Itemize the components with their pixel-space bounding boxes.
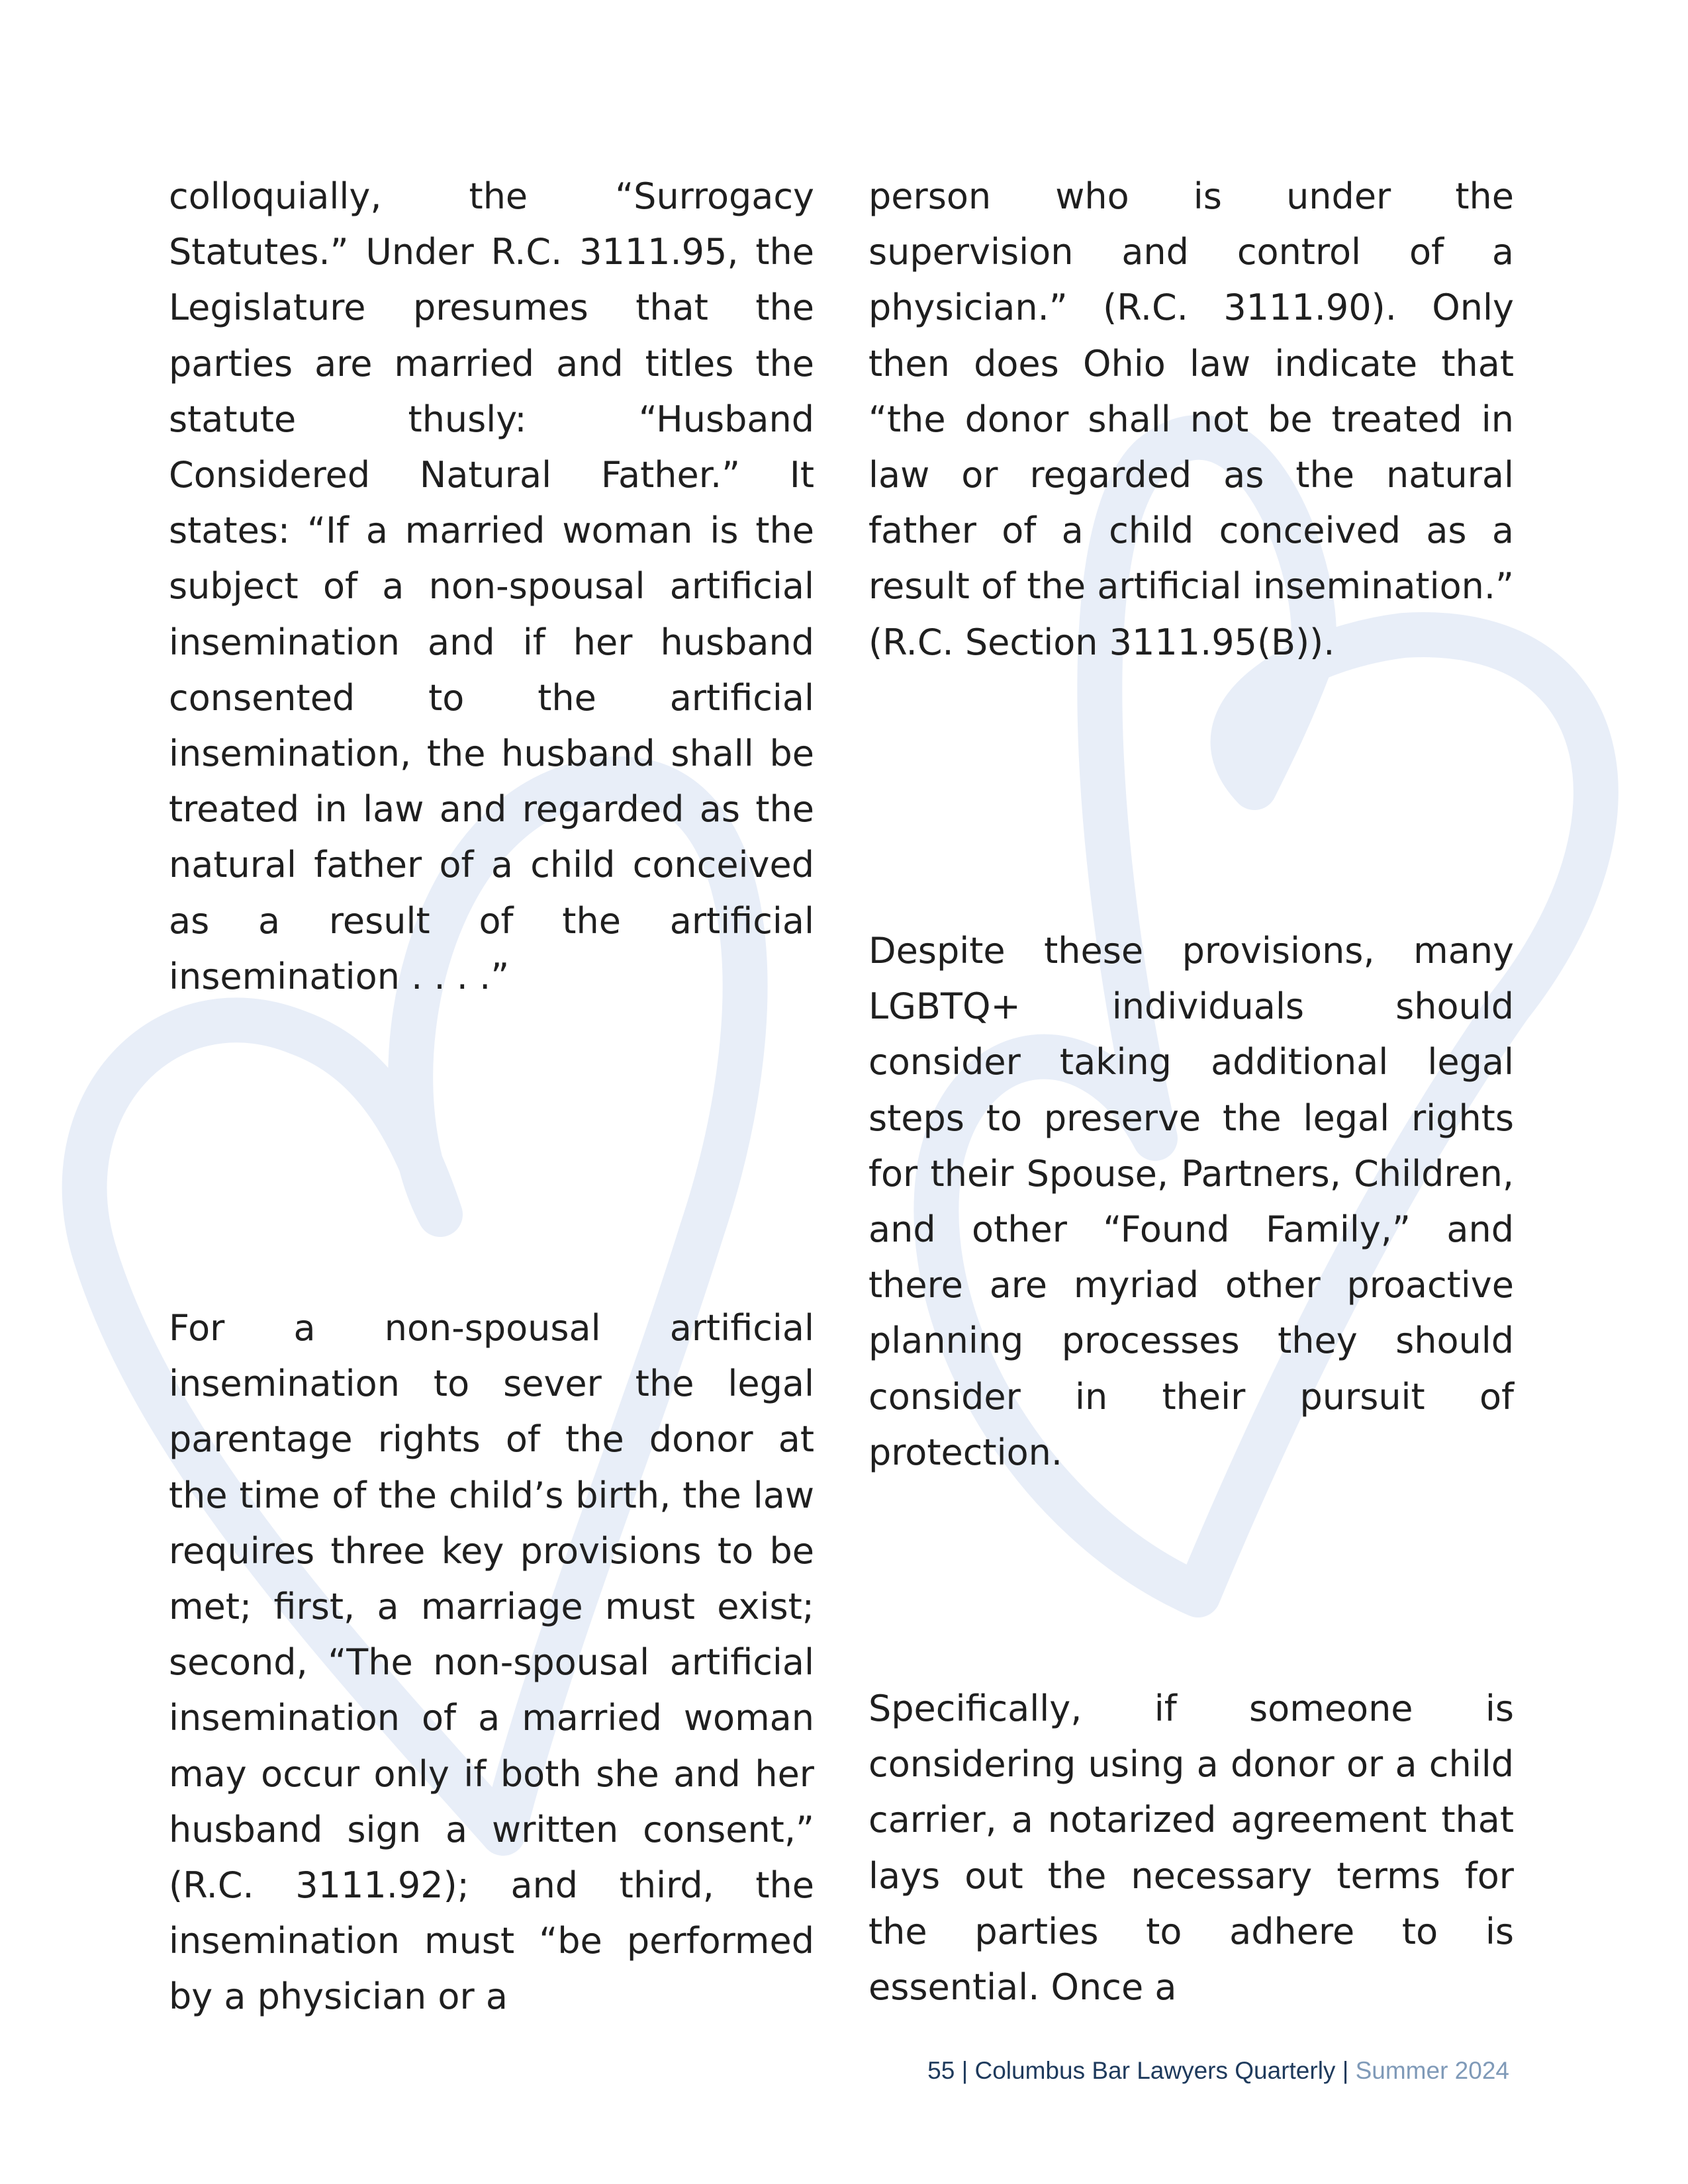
issue-label: Summer 2024 <box>1355 2057 1509 2084</box>
footer-separator: | <box>1342 2057 1349 2084</box>
left-paragraph-1: colloquially, the “Surrogacy Statutes.” Under R.C. 3111.95, the Legislature presumes that the parties are married and titles the statute thusly: “Husband Considered Natural Father.” It states: “If a married woman is the subject of a non-spousal artificial insemination and if her husband consented to the artificial insemination, the husband shall be treated in law and regarded as the natural father of a child conceived as a result of the artificial insemination . . . .” <box>169 175 814 997</box>
right-paragraph-2: Despite these provisions, many LGBTQ+ individuals should consider taking additional legal steps to preserve the legal rights for their Spouse, Partners, Children, and other “Found Family,” and there are myriad other proactive planning processes they should consider in their pursuit of protection. <box>868 930 1514 1473</box>
right-column <box>868 169 1514 2009</box>
publication-name: Columbus Bar Lawyers Quarterly <box>974 2057 1336 2084</box>
left-paragraph-2: For a non-spousal artificial insemination to sever the legal parentage rights of the donor at the time of the child’s birth, the law requires three key provisions to be met; first, a marriage must exist; second, “The non-spousal artificial insemination of a married woman may occur only if both she and her husband sign a written consent,” (R.C. 3111.92); and third, the insemination must “be performed by a physician or a <box>169 1307 814 2018</box>
page-footer <box>927 2057 1509 2085</box>
right-paragraph-3: Specifically, if someone is considering using a donor or a child carrier, a notarized agreement that lays out the necessary terms for the parties to adhere to is essential. Once a <box>868 1688 1514 2009</box>
page-number: 55 <box>927 2057 955 2084</box>
footer-separator: | <box>961 2057 968 2084</box>
right-paragraph-1: person who is under the supervision and control of a physician.” (R.C. 3111.90). Only then does Ohio law indicate that “the donor shall not be treated in law or regarded as the natural father of a child conceived as a result of the artificial insemination.” (R.C. Section 3111.95(B)). <box>868 175 1514 663</box>
left-column <box>169 169 814 2018</box>
